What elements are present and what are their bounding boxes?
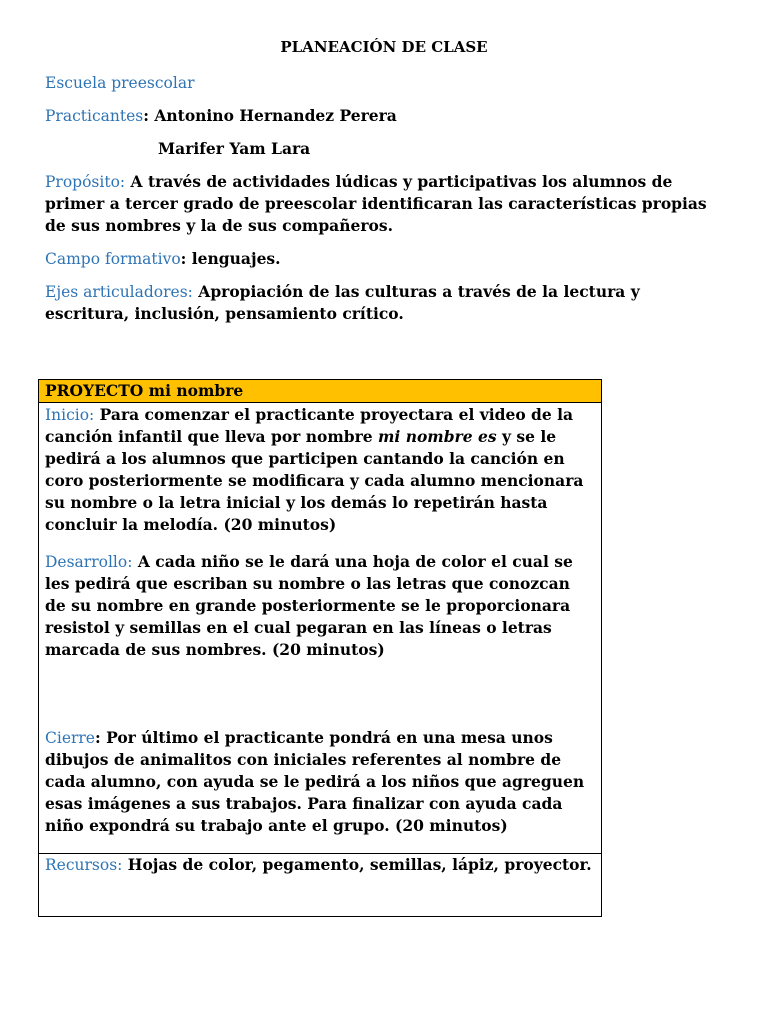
- project-activities-cell: [39, 403, 601, 854]
- desarrollo-paragraph: [45, 551, 595, 661]
- field-label: Campo formativo: [45, 250, 181, 268]
- project-header: PROYECTO mi nombre: [39, 380, 601, 403]
- purpose-label: Propósito:: [45, 173, 126, 191]
- axes-label: Ejes articuladores:: [45, 283, 193, 301]
- cierre-paragraph: [45, 727, 595, 837]
- practitioner-second-line: [45, 138, 725, 160]
- inicio-song-title: mi nombre es: [378, 427, 497, 446]
- project-table: [38, 379, 602, 917]
- school-line: [45, 72, 725, 94]
- axes-paragraph: [45, 281, 725, 325]
- resources-cell: [39, 854, 601, 916]
- field-text: : lenguajes.: [180, 249, 281, 268]
- practitioner-name-1: Antonino Hernandez Perera: [154, 106, 397, 125]
- inicio-text-after: y se le pedirá a los alumnos que participen cantando la canción en coro posteriormente se modificara y cada alumno mencionara su nombre o la letra inicial y los demás lo repetirán hasta concluir la melodía. (20 minutos): [45, 427, 584, 534]
- axes-text: Apropiación de las culturas a través de la lectura y escritura, inclusión, pensamiento crítico.: [45, 282, 640, 323]
- practitioners-separator: :: [143, 106, 149, 125]
- desarrollo-label: Desarrollo:: [45, 553, 133, 571]
- purpose-paragraph: [45, 171, 725, 237]
- field-paragraph: [45, 248, 725, 270]
- school-label: Escuela preescolar: [45, 74, 195, 92]
- practitioners-line: [45, 105, 725, 127]
- document-title: PLANEACIÓN DE CLASE: [280, 38, 488, 56]
- inicio-paragraph: [45, 404, 595, 536]
- purpose-text: A través de actividades lúdicas y participativas los alumnos de primer a tercer grado de preescolar identificaran las características propias de sus nombres y la de sus compañeros.: [45, 172, 707, 235]
- desarrollo-text: A cada niño se le dará una hoja de color el cual se les pedirá que escriban su nombre o las letras que conozcan de su nombre en grande posteriormente se le proporcionara resistol y semillas en el cual pegaran en las líneas o letras marcada de sus nombres. (20 minutos): [45, 552, 573, 659]
- practitioner-name-2: Marifer Yam Lara: [158, 139, 311, 158]
- recursos-label: Recursos:: [45, 856, 123, 874]
- recursos-text: Hojas de color, pegamento, semillas, lápiz, proyector.: [127, 855, 592, 874]
- inicio-text-before: Para comenzar el practicante proyectara el video de la canción infantil que lleva por nombre: [45, 405, 574, 446]
- practitioners-label: Practicantes: [45, 107, 144, 125]
- recursos-paragraph: [45, 854, 595, 876]
- document-page: [45, 36, 725, 336]
- cierre-text: : Por último el practicante pondrá en una mesa unos dibujos de animalitos con iniciales referentes al nombre de cada alumno, con ayuda se le pedirá a los niños que agreguen esas imágenes a sus trabajos. Para finalizar con ayuda cada niño expondrá su trabajo ante el grupo. (20 minutos): [45, 728, 585, 835]
- inicio-label: Inicio:: [45, 406, 95, 424]
- cierre-label: Cierre: [45, 729, 95, 747]
